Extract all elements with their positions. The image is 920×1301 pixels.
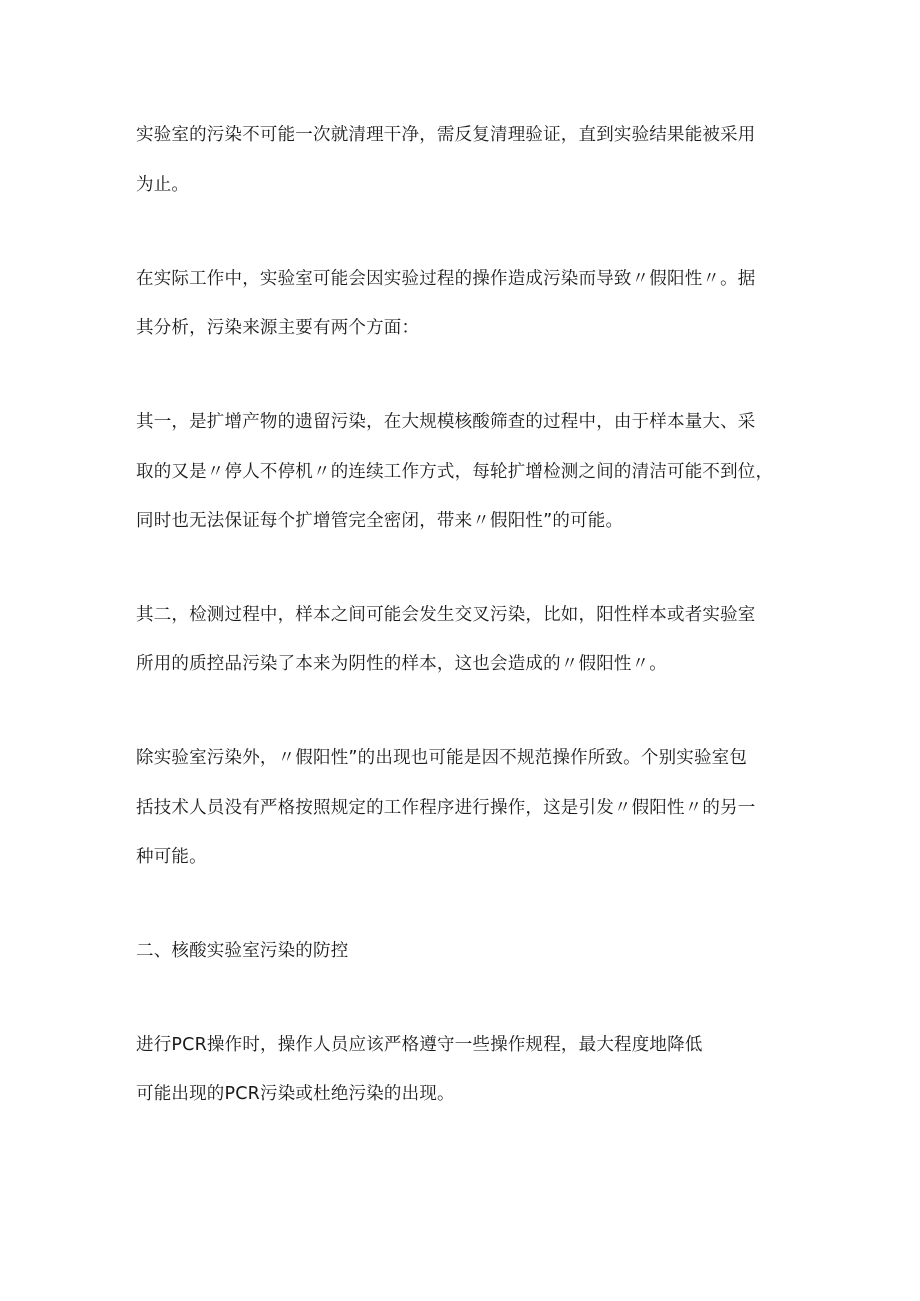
paragraph-2-line-1: 在实际工作中，实验室可能会因实验过程的操作造成污染而导致〃假阳性〃。据 <box>136 269 756 289</box>
section-heading: 二、核酸实验室污染的防控 <box>136 941 349 961</box>
paragraph-5-line-3: 种可能。 <box>136 847 207 867</box>
paragraph-7-line-2: 可能出现的PCR污染或杜绝污染的出现。 <box>136 1084 455 1104</box>
paragraph-1-line-2: 为止。 <box>136 175 190 195</box>
paragraph-7-line-1: 进行PCR操作时，操作人员应该严格遵守一些操作规程，最大程度地降低 <box>136 1035 703 1055</box>
paragraph-2-line-2: 其分析，污染来源主要有两个方面： <box>136 318 420 338</box>
paragraph-4-line-1: 其二，检测过程中，样本之间可能会发生交叉污染，比如，阳性样本或者实验室 <box>136 605 756 625</box>
paragraph-1-line-1: 实验室的污染不可能一次就清理干净，需反复清理验证，直到实验结果能被采用 <box>136 125 756 145</box>
paragraph-5-line-1: 除实验室污染外，〃假阳性”的出现也可能是因不规范操作所致。个别实验室包 <box>136 748 748 768</box>
paragraph-3-line-1: 其一，是扩增产物的遗留污染，在大规模核酸筛查的过程中，由于样本量大、采 <box>136 412 756 432</box>
paragraph-4-line-2: 所用的质控品污染了本来为阴性的样本，这也会造成的〃假阳性〃。 <box>136 654 667 674</box>
paragraph-3-line-3: 同时也无法保证每个扩增管完全密闭，带来〃假阳性”的可能。 <box>136 511 624 531</box>
paragraph-5-line-2: 括技术人员没有严格按照规定的工作程序进行操作，这是引发〃假阳性〃的另一 <box>136 798 756 818</box>
paragraph-3-line-2: 取的又是〃停人不停机〃的连续工作方式，每轮扩增检测之间的清洁可能不到位， <box>136 462 774 482</box>
